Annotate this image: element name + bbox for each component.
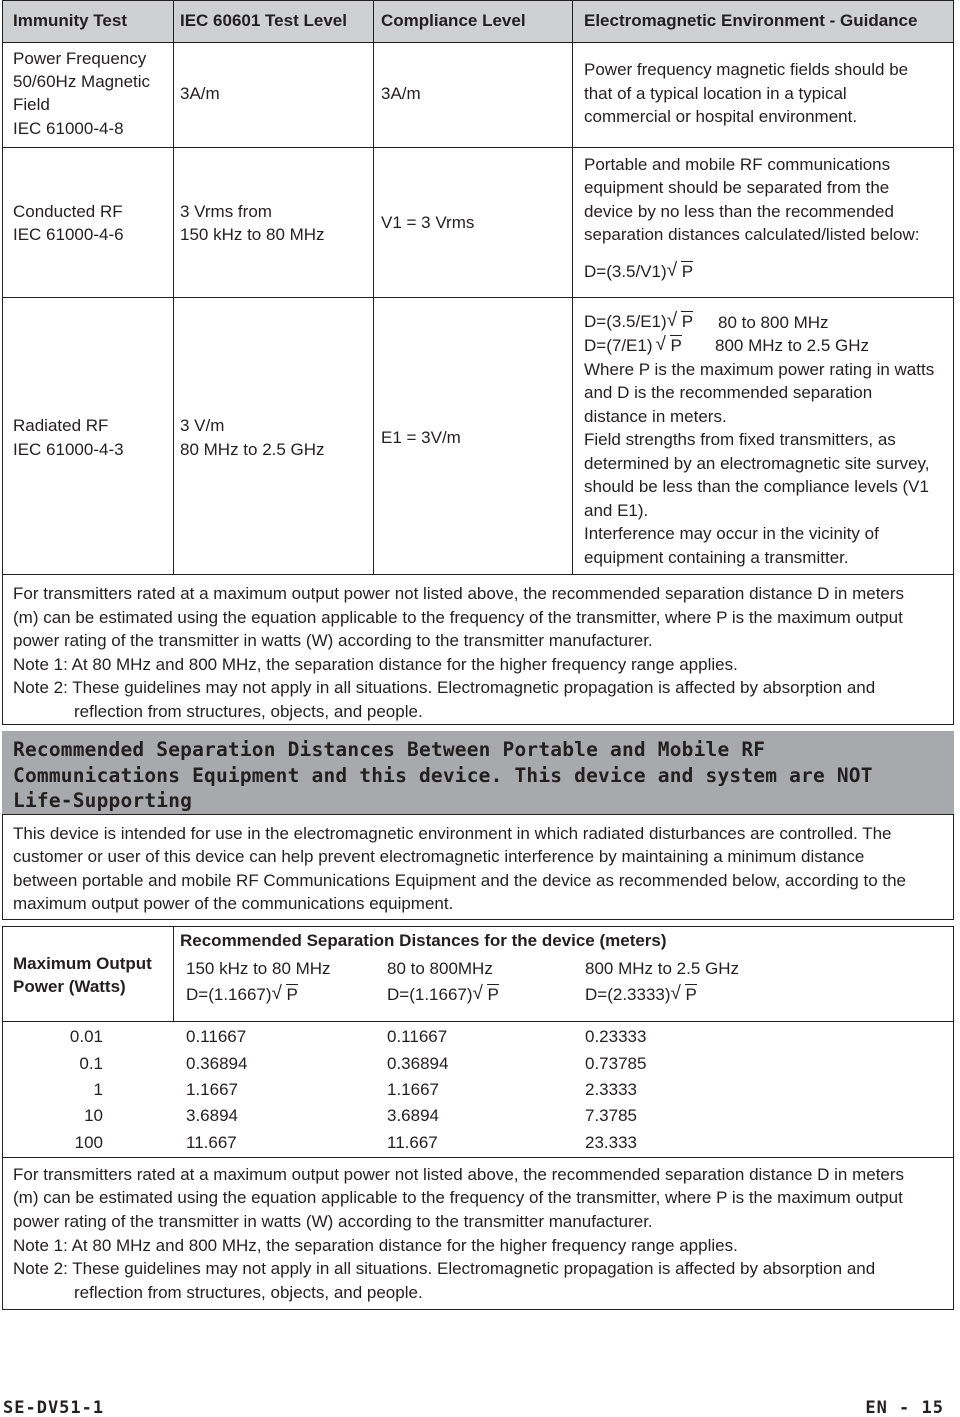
section-title-line1: Recommended Separation Distances Between Portable and Mobile RF (13, 738, 766, 761)
row2-formula (584, 260, 693, 283)
row2-level-line2: 150 kHz to 80 MHz (180, 225, 325, 244)
row2-level-line1: 3 Vrms from (180, 202, 272, 221)
formula-var: P (685, 985, 697, 1004)
row1-level: 3A/m (180, 84, 220, 103)
sqrt-icon (667, 310, 693, 333)
immunity-note-line2: (m) can be estimated using the equation applicable to the frequency of the transmitter, where P is the maximum output (13, 608, 903, 627)
divider (2, 1021, 954, 1022)
row-power: 10 (84, 1106, 103, 1125)
row-col3: 2.3333 (585, 1080, 637, 1099)
row3-guidance-line7: and E1). (584, 501, 649, 520)
row3-level-line1: 3 V/m (180, 416, 225, 435)
col0-header-line2: Power (Watts) (13, 977, 126, 996)
row3-test-line1: Radiated RF (13, 416, 109, 435)
section-title-line2: Communications Equipment and this device. This device and system are NOT (13, 763, 873, 787)
immunity-note-line3: power rating of the transmitter in watts (W) according to the transmitter manufacturer. (13, 631, 653, 650)
row-col2: 1.1667 (387, 1080, 439, 1099)
row3-guidance-line6: should be less than the compliance levels (V1 (584, 477, 929, 496)
row1-test-line3: Field (13, 95, 50, 114)
row-col1: 11.667 (186, 1133, 237, 1152)
row3-guidance-line1: Where P is the maximum power rating in watts (584, 360, 935, 379)
divider (2, 297, 954, 298)
divider (2, 42, 954, 43)
row-col1: 0.36894 (186, 1054, 248, 1073)
formula-prefix: D=(7/E1) (584, 336, 653, 355)
row-power: 0.01 (69, 1027, 103, 1046)
header-compliance-level: Compliance Level (381, 11, 526, 30)
divider (572, 0, 573, 574)
row1-compliance: 3A/m (381, 84, 421, 103)
section-title (13, 737, 933, 814)
row1-test-line4: IEC 61000-4-8 (13, 119, 124, 138)
row3-guidance-line2: and D is the recommended separation (584, 383, 873, 402)
divider (2, 147, 954, 148)
formula-prefix: D=(1.1667) (387, 985, 473, 1004)
col2-range: 80 to 800MHz (387, 959, 493, 978)
immunity-note-line4: Note 1: At 80 MHz and 800 MHz, the separation distance for the higher frequency range applies. (13, 655, 738, 674)
row2-guidance-line2: equipment should be separated from the (584, 178, 890, 197)
formula-var: P (286, 985, 298, 1004)
formula-prefix: D=(3.5/E1) (584, 312, 667, 331)
col2-formula (387, 983, 499, 1006)
header-test-level: IEC 60601 Test Level (180, 11, 347, 30)
intro-line4: maximum output power of the communications equipment. (13, 894, 454, 913)
footer-page-number: EN - 15 (865, 1398, 944, 1417)
row-col3: 7.3785 (585, 1106, 637, 1125)
divider (173, 0, 174, 574)
sqrt-icon (667, 260, 693, 283)
sqrt-icon (473, 983, 499, 1006)
row3-formula1 (584, 310, 693, 333)
row-col2: 0.11667 (387, 1027, 448, 1046)
row-col3: 23.333 (585, 1133, 637, 1152)
divider (2, 574, 954, 575)
row3-guidance-line4: Field strengths from fixed transmitters, as (584, 430, 896, 449)
row3-guidance-line3: distance in meters. (584, 407, 727, 426)
row3-compliance: E1 = 3V/m (381, 428, 461, 447)
intro-line1: This device is intended for use in the electromagnetic environment in which radiated disturbances are controlled. The (13, 824, 892, 843)
sqrt-icon (272, 983, 298, 1006)
distance-note-line1: For transmitters rated at a maximum output power not listed above, the recommended separation distance D in meters (13, 1165, 905, 1184)
sqrt-icon (656, 334, 682, 357)
row3-guidance-line8: Interference may occur in the vicinity of (584, 524, 879, 543)
span-header: Recommended Separation Distances for the device (meters) (180, 931, 667, 950)
row3-guidance-line9: equipment containing a transmitter. (584, 548, 849, 567)
immunity-note-line5: Note 2: These guidelines may not apply in all situations. Electromagnetic propagation is affected by absorption and (13, 678, 876, 697)
header-guidance: Electromagnetic Environment - Guidance (584, 11, 918, 30)
row1-test-line2: 50/60Hz Magnetic (13, 72, 151, 91)
immunity-note-line6: reflection from structures, objects, and people. (74, 702, 423, 721)
formula-var: P (670, 336, 682, 355)
intro-line2: customer or user of this device can help prevent electromagnetic interference by maintaining a minimum distance (13, 847, 865, 866)
formula-prefix: D=(3.5/V1) (584, 262, 667, 281)
row-col2: 11.667 (387, 1133, 438, 1152)
col0-header-line1: Maximum Output (13, 954, 152, 973)
footer-model: SE-DV51-1 (3, 1398, 105, 1417)
row2-guidance-line4: separation distances calculated/listed below: (584, 225, 920, 244)
intro-line3: between portable and mobile RF Communications Equipment and the device as recommended below, according to the (13, 871, 907, 890)
row-col1: 3.6894 (186, 1106, 238, 1125)
distance-note-line6: reflection from structures, objects, and people. (74, 1283, 423, 1302)
row-power: 100 (74, 1133, 103, 1152)
row-power: 1 (93, 1080, 103, 1099)
row-col2: 3.6894 (387, 1106, 439, 1125)
row1-guidance-line2: that of a typical location in a typical (584, 84, 847, 103)
formula-prefix: D=(1.1667) (186, 985, 272, 1004)
row-col1: 0.11667 (186, 1027, 247, 1046)
row2-compliance: V1 = 3 Vrms (381, 213, 475, 232)
row-col3: 0.23333 (585, 1027, 647, 1046)
formula-prefix: D=(2.3333) (585, 985, 671, 1004)
header-immunity-test: Immunity Test (13, 11, 127, 30)
row-col2: 0.36894 (387, 1054, 449, 1073)
divider (173, 926, 174, 1021)
formula-var: P (487, 985, 499, 1004)
row2-test-line1: Conducted RF (13, 202, 123, 221)
row2-test-line2: IEC 61000-4-6 (13, 225, 124, 244)
distance-note-line2: (m) can be estimated using the equation applicable to the frequency of the transmitter, where P is the maximum output (13, 1188, 903, 1207)
col3-range: 800 MHz to 2.5 GHz (585, 959, 740, 978)
row3-formula2 (584, 334, 682, 357)
immunity-note-line1: For transmitters rated at a maximum output power not listed above, the recommended separation distance D in meters (13, 584, 905, 603)
section-title-line3: Life-Supporting (13, 789, 193, 812)
row3-guidance-line5: determined by an electromagnetic site survey, (584, 454, 930, 473)
row3-formula2-range: 800 MHz to 2.5 GHz (715, 336, 870, 355)
distance-note-line5: Note 2: These guidelines may not apply in all situations. Electromagnetic propagation is affected by absorption and (13, 1259, 876, 1278)
row-col1: 1.1667 (186, 1080, 238, 1099)
row3-level-line2: 80 MHz to 2.5 GHz (180, 440, 325, 459)
sqrt-icon (671, 983, 697, 1006)
row1-guidance-line1: Power frequency magnetic fields should be (584, 60, 909, 79)
row2-guidance-line3: device by no less than the recommended (584, 202, 894, 221)
formula-var: P (681, 262, 694, 281)
col3-formula (585, 983, 697, 1006)
row-power: 0.1 (79, 1054, 103, 1073)
distance-note-line4: Note 1: At 80 MHz and 800 MHz, the separation distance for the higher frequency range applies. (13, 1236, 738, 1255)
row1-test-line1: Power Frequency (13, 49, 147, 68)
row1-guidance-line3: commercial or hospital environment. (584, 107, 858, 126)
divider (2, 1157, 954, 1158)
formula-var: P (681, 312, 694, 331)
row3-test-line2: IEC 61000-4-3 (13, 440, 124, 459)
row-col3: 0.73785 (585, 1054, 647, 1073)
col1-formula (186, 983, 298, 1006)
row2-guidance-line1: Portable and mobile RF communications (584, 155, 891, 174)
row3-formula1-range: 80 to 800 MHz (718, 313, 829, 332)
distance-note-line3: power rating of the transmitter in watts (W) according to the transmitter manufacturer. (13, 1212, 653, 1231)
divider (373, 0, 374, 574)
col1-range: 150 kHz to 80 MHz (186, 959, 331, 978)
